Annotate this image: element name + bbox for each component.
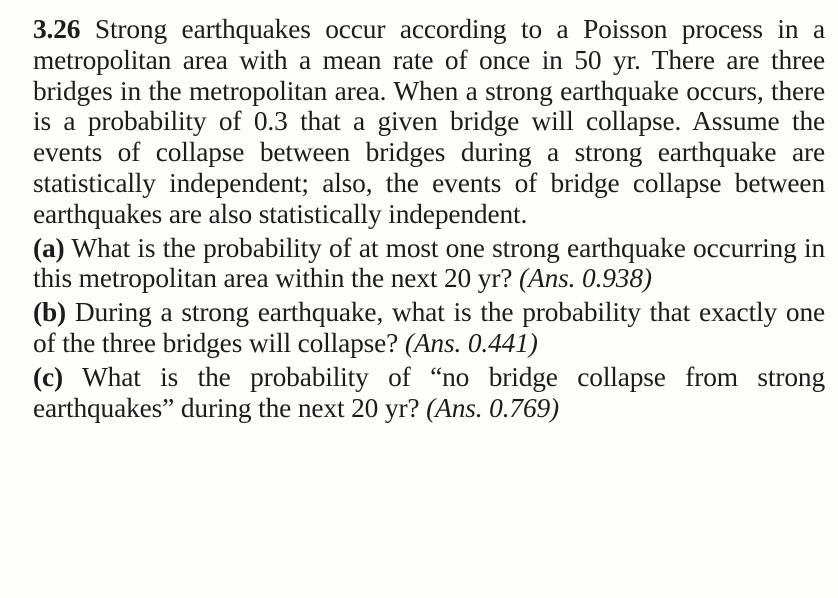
problem-statement-text: Strong earthquakes occur according to a Poisson process in a metropolitan area with a mean rate of once in 50 yr. There are three bridges in the metropolitan area. When a strong earthquake occurs, there is a probability of 0.3 that a given bridge will collapse. Assume the events of collapse between bridges during a strong earthquake are statistically independent; also, the events of bridge collapse between earthquakes are also statistically independent.	[33, 14, 825, 229]
part-b-answer: (Ans. 0.441)	[404, 327, 538, 358]
part-c-label: (c)	[33, 361, 63, 392]
part-b-label: (b)	[33, 297, 67, 328]
part-c-question: What is the probability of “no bridge collapse from strong earthquakes” during the next 20 yr?	[33, 361, 825, 423]
part-c-answer: (Ans. 0.769)	[426, 392, 560, 423]
part-a-question: What is the probability of at most one strong earthquake occurring in this metropolitan area within the next 20 yr?	[33, 232, 825, 294]
part-a-label: (a)	[33, 232, 65, 263]
problem-block	[33, 14, 825, 423]
part-b-question: During a strong earthquake, what is the probability that exactly one of the three bridges will collapse?	[33, 297, 825, 358]
part-a	[33, 233, 825, 295]
problem-statement	[33, 14, 825, 230]
part-c	[33, 362, 825, 424]
problem-number: 3.26	[33, 14, 81, 44]
part-a-answer: (Ans. 0.938)	[519, 263, 652, 294]
part-b	[33, 297, 825, 359]
